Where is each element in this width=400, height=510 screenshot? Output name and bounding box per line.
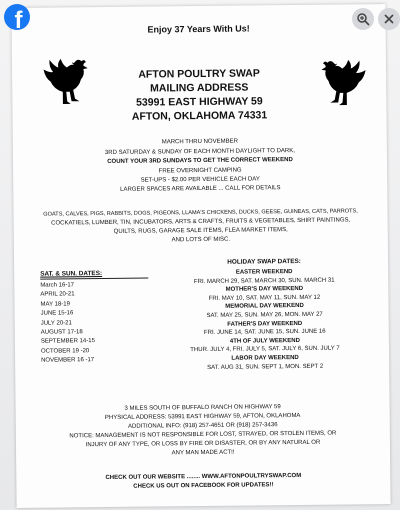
sat-sun-dates xyxy=(40,269,171,366)
holiday-label: MEMORIAL DAY WEEKEND xyxy=(225,303,304,311)
mailing-street: 53991 EAST HIGHWAY 59 xyxy=(135,95,263,109)
sat-sun-heading: SAT. & SUN. DATES: xyxy=(40,270,103,278)
date-item: JUNE 15-16 xyxy=(40,310,74,317)
schedule-months: MARCH THRU NOVEMBER xyxy=(161,138,238,146)
date-item: OCTOBER 19 -20 xyxy=(40,348,90,355)
holiday-dates-line: SAT. AUG 31, SUN. SEPT 1, MON. SEPT 2 xyxy=(207,363,324,371)
footer-website: CHECK OUT OUR WEBSITE ........ WWW.AFTONPOULTRYSWAP.COM xyxy=(105,472,302,482)
date-item: MAY 18-19 xyxy=(40,301,70,308)
schedule-count: COUNT YOUR 3RD SUNDAYS TO GET THE CORRECT WEEKEND xyxy=(107,157,293,165)
holiday-dates-line: SAT. MAY 25, SUN. MAY 26, MON. MAY 27 xyxy=(206,311,323,319)
schedule-when: 3RD SATURDAY & SUNDAY OF EACH MONTH DAYLIGHT TO DARK, xyxy=(104,148,295,157)
schedule-setups: SET-UPS - $2.00 PER VEHICLE EACH DAY xyxy=(140,176,260,184)
items-line: GOATS, CALVES, PIGS, RABBITS, DOGS, PIGEONS, LLAMA'S CHICKENS, DUCKS, GEESE, GUINEAS, CATS, PARROTS, xyxy=(43,208,358,218)
date-item: APRIL 20-21 xyxy=(40,291,75,299)
footer-facebook: CHECK US OUT ON FACEBOOK FOR UPDATES!! xyxy=(133,482,274,490)
footer-phone: ADDITIONAL INFO: (918) 257-4651 OR (918) 257-3436 xyxy=(127,422,278,430)
schedule-larger: LARGER SPACES ARE AVAILABLE ... CALL FOR DETAILS xyxy=(120,185,281,193)
close-icon xyxy=(382,12,396,26)
holiday-label: FATHER'S DAY WEEKEND xyxy=(227,320,303,328)
holiday-label: 4TH OF JULY WEEKEND xyxy=(229,337,300,345)
footer-notice: INJURY OF ANY TYPE, OR LOSS BY FIRE OR DISASTER, OR BY ANY NATURAL OR xyxy=(85,439,321,449)
flyer-subtitle: MAILING ADDRESS xyxy=(150,81,249,95)
facebook-icon[interactable]: f xyxy=(4,4,30,30)
holiday-dates-line: THUR. JULY 4, FRI. JULY 5, SAT. JULY 6, SUN. JULY 7 xyxy=(190,345,340,354)
footer-location: 3 MILES SOUTH OF BUFFALO RANCH ON HIGHWAY 59 xyxy=(124,404,281,412)
zoom-in-icon xyxy=(356,12,370,26)
schedule-camping: FREE OVERNIGHT CAMPING xyxy=(158,167,242,175)
flyer-title: AFTON POULTRY SWAP xyxy=(138,67,260,81)
holiday-label: LABOR DAY WEEKEND xyxy=(231,354,299,362)
holiday-heading: HOLIDAY SWAP DATES: xyxy=(227,257,301,266)
date-item: NOVEMBER 16 -17 xyxy=(41,357,95,364)
date-item: JULY 20-21 xyxy=(40,319,72,327)
items-line: COCKATIELS, LUMBER, TIN, INCUBATORS, ARTS & CRAFTS, FRUITS & VEGETABLES, SHIRT PAINTINGS, xyxy=(51,217,351,227)
holiday-label: MOTHER'S DAY WEEKEND xyxy=(225,286,304,293)
items-line: AND LOTS OF MISC. xyxy=(171,236,231,244)
holiday-dates-line: FRI. MAY 10, SAT. MAY 11, SUN. MAY 12 xyxy=(208,294,321,302)
date-item: SEPTEMBER 14-15 xyxy=(40,338,95,346)
footer-physical-address: PHYSICAL ADDRESS: 53991 EAST HIGHWAY 59, AFTON, OKLAHOMA xyxy=(104,412,301,422)
date-item: March 16-17 xyxy=(40,282,75,289)
date-item: AUGUST 17-18 xyxy=(40,329,83,336)
items-line: QUILTS, RUGS, GARAGE SALE ITEMS, FLEA MARKET ITEMS, xyxy=(113,227,288,235)
holiday-dates xyxy=(164,257,365,372)
footer-notice: ANY MAN MADE ACT!! xyxy=(171,449,235,457)
footer-notice: NOTICE: MANAGEMENT IS NOT RESPONSIBLE FOR LOST, STRAYED, OR STOLEN ITEMS, OR xyxy=(69,430,337,440)
holiday-dates-line: FRI. MARCH 29, SAT. MARCH 30, SUN. MARCH 31 xyxy=(193,277,335,285)
holiday-dates-line: FRI. JUNE 14, SAT. JUNE 15, SUN. JUNE 16 xyxy=(203,328,326,337)
mailing-city: AFTON, OKLAHOMA 74331 xyxy=(131,109,268,123)
tagline: Enjoy 37 Years With Us! xyxy=(147,23,250,35)
flyer-document xyxy=(11,4,390,508)
zoom-in-button[interactable] xyxy=(352,8,374,30)
holiday-label: EASTER WEEKEND xyxy=(235,269,293,276)
close-button[interactable] xyxy=(378,8,400,30)
